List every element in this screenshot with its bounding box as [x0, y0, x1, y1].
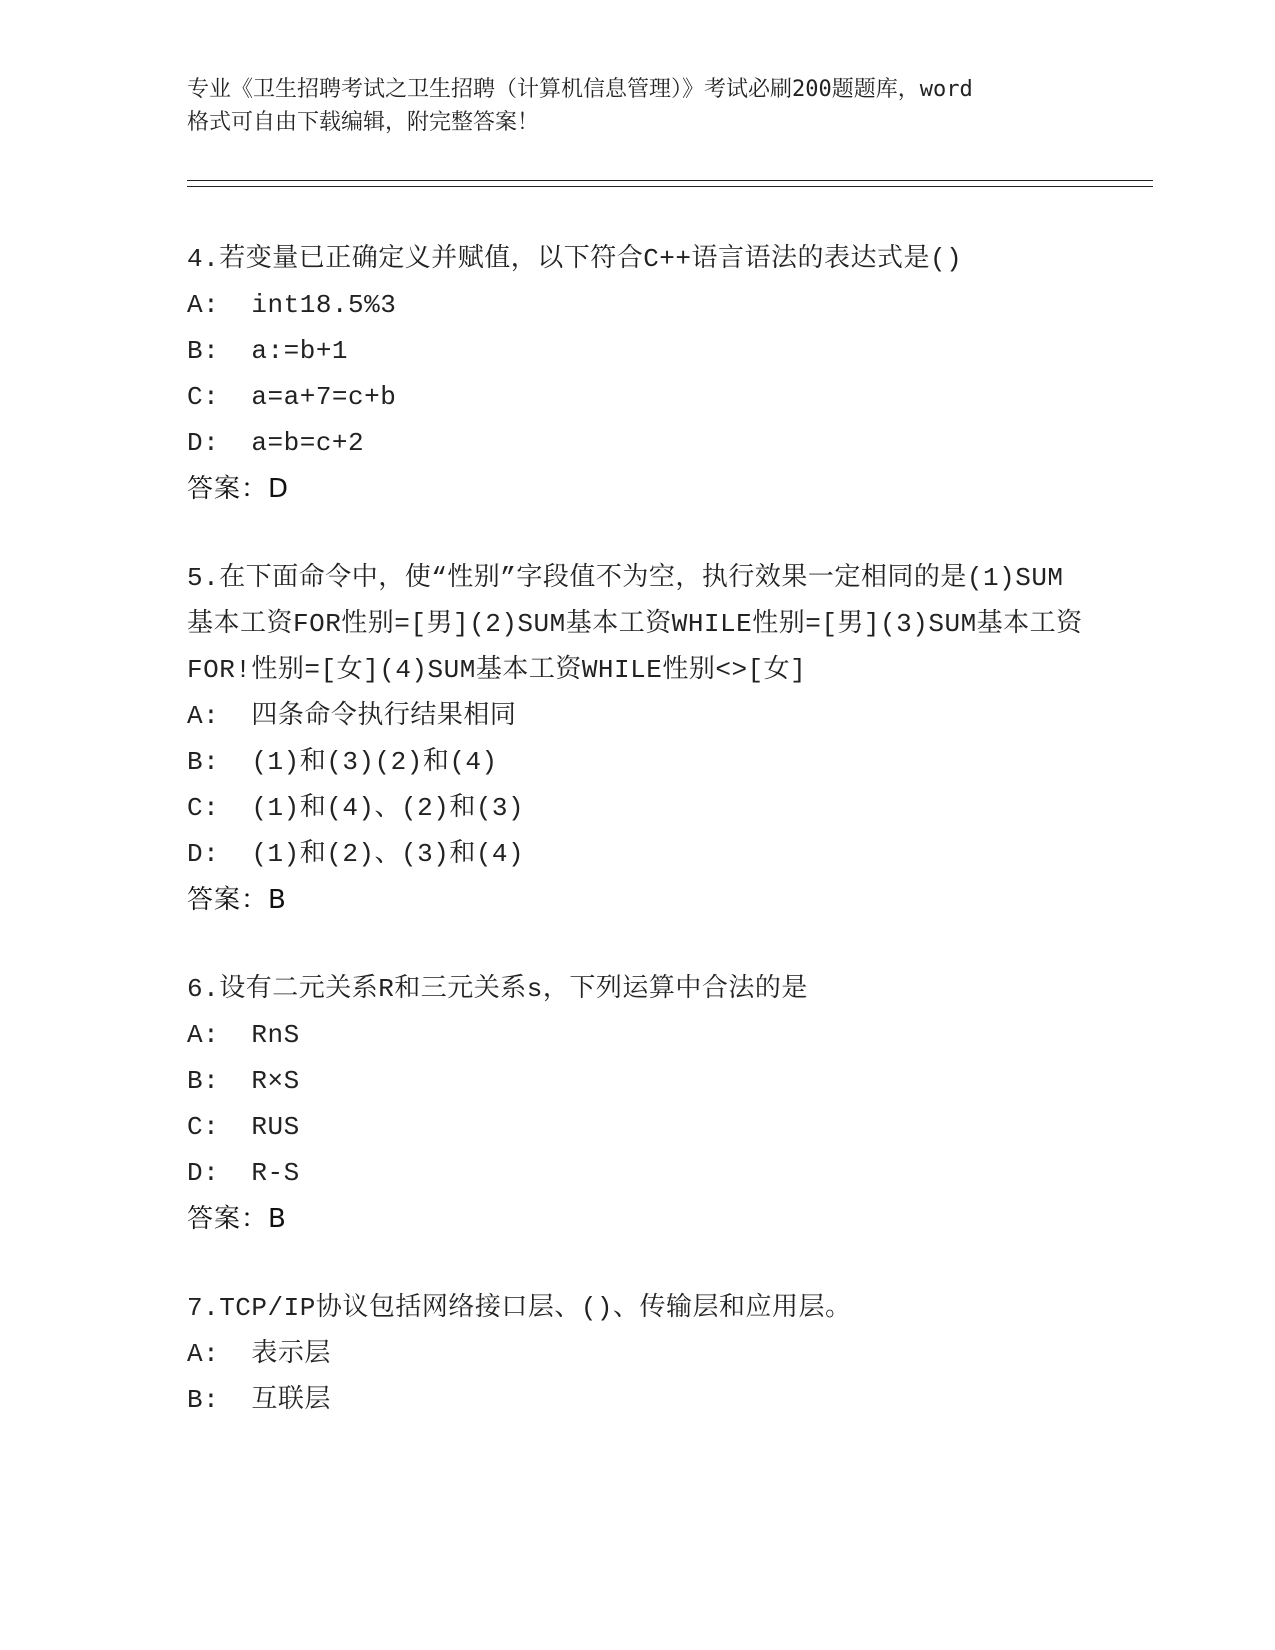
document-header [187, 73, 1087, 139]
option-a: A: int18.5%3 [187, 290, 397, 320]
option-a: A: 四条命令执行结果相同 [187, 701, 517, 731]
question-list [187, 236, 1087, 1466]
answer-value: B [268, 885, 286, 915]
answer-label: 答案： [187, 885, 269, 915]
option-b: B: R×S [187, 1066, 300, 1096]
answer-label: 答案： [187, 1204, 269, 1234]
answer-line [187, 877, 1087, 923]
header-title-line-2: 格式可自由下载编辑，附完整答案！ [187, 110, 540, 135]
option-b: B: (1)和(3)(2)和(4) [187, 747, 498, 777]
option-a: A: RnS [187, 1020, 300, 1050]
question-item [187, 236, 1087, 512]
header-divider-bottom [187, 186, 1153, 187]
question-stem: 7.TCP/IP协议包括网络接口层、()、传输层和应用层。 [187, 1293, 852, 1323]
answer-value: B [268, 1204, 286, 1234]
question-item [187, 1285, 1087, 1423]
option-d: D: (1)和(2)、(3)和(4) [187, 839, 525, 869]
answer-label: 答案： [187, 474, 269, 504]
option-d: D: a=b=c+2 [187, 428, 365, 458]
question-stem: 4.若变量已正确定义并赋值，以下符合C++语言语法的表达式是() [187, 244, 963, 274]
answer-value: D [268, 474, 289, 504]
question-item [187, 966, 1087, 1242]
option-b: B: a:=b+1 [187, 336, 349, 366]
option-c: C: RUS [187, 1112, 300, 1142]
option-d: D: R-S [187, 1158, 300, 1188]
question-item [187, 555, 1087, 923]
option-c: C: (1)和(4)、(2)和(3) [187, 793, 525, 823]
header-title-line-1: 专业《卫生招聘考试之卫生招聘（计算机信息管理）》考试必刷200题题库，word [187, 77, 973, 102]
question-stem: 6.设有二元关系R和三元关系s，下列运算中合法的是 [187, 974, 808, 1004]
option-a: A: 表示层 [187, 1339, 331, 1369]
option-b: B: 互联层 [187, 1385, 331, 1415]
answer-line [187, 466, 1087, 512]
option-c: C: a=a+7=c+b [187, 382, 397, 412]
header-divider-top [187, 180, 1153, 181]
question-stem: 5.在下面命令中，使“性别”字段值不为空，执行效果一定相同的是(1)SUM基本工资FOR性别=[男](2)SUM基本工资WHILE性别=[男](3)SUM基本工资FOR!性别=[女](4)SUM基本工资WHILE性别<>[女] [187, 563, 1083, 685]
answer-line [187, 1196, 1087, 1242]
